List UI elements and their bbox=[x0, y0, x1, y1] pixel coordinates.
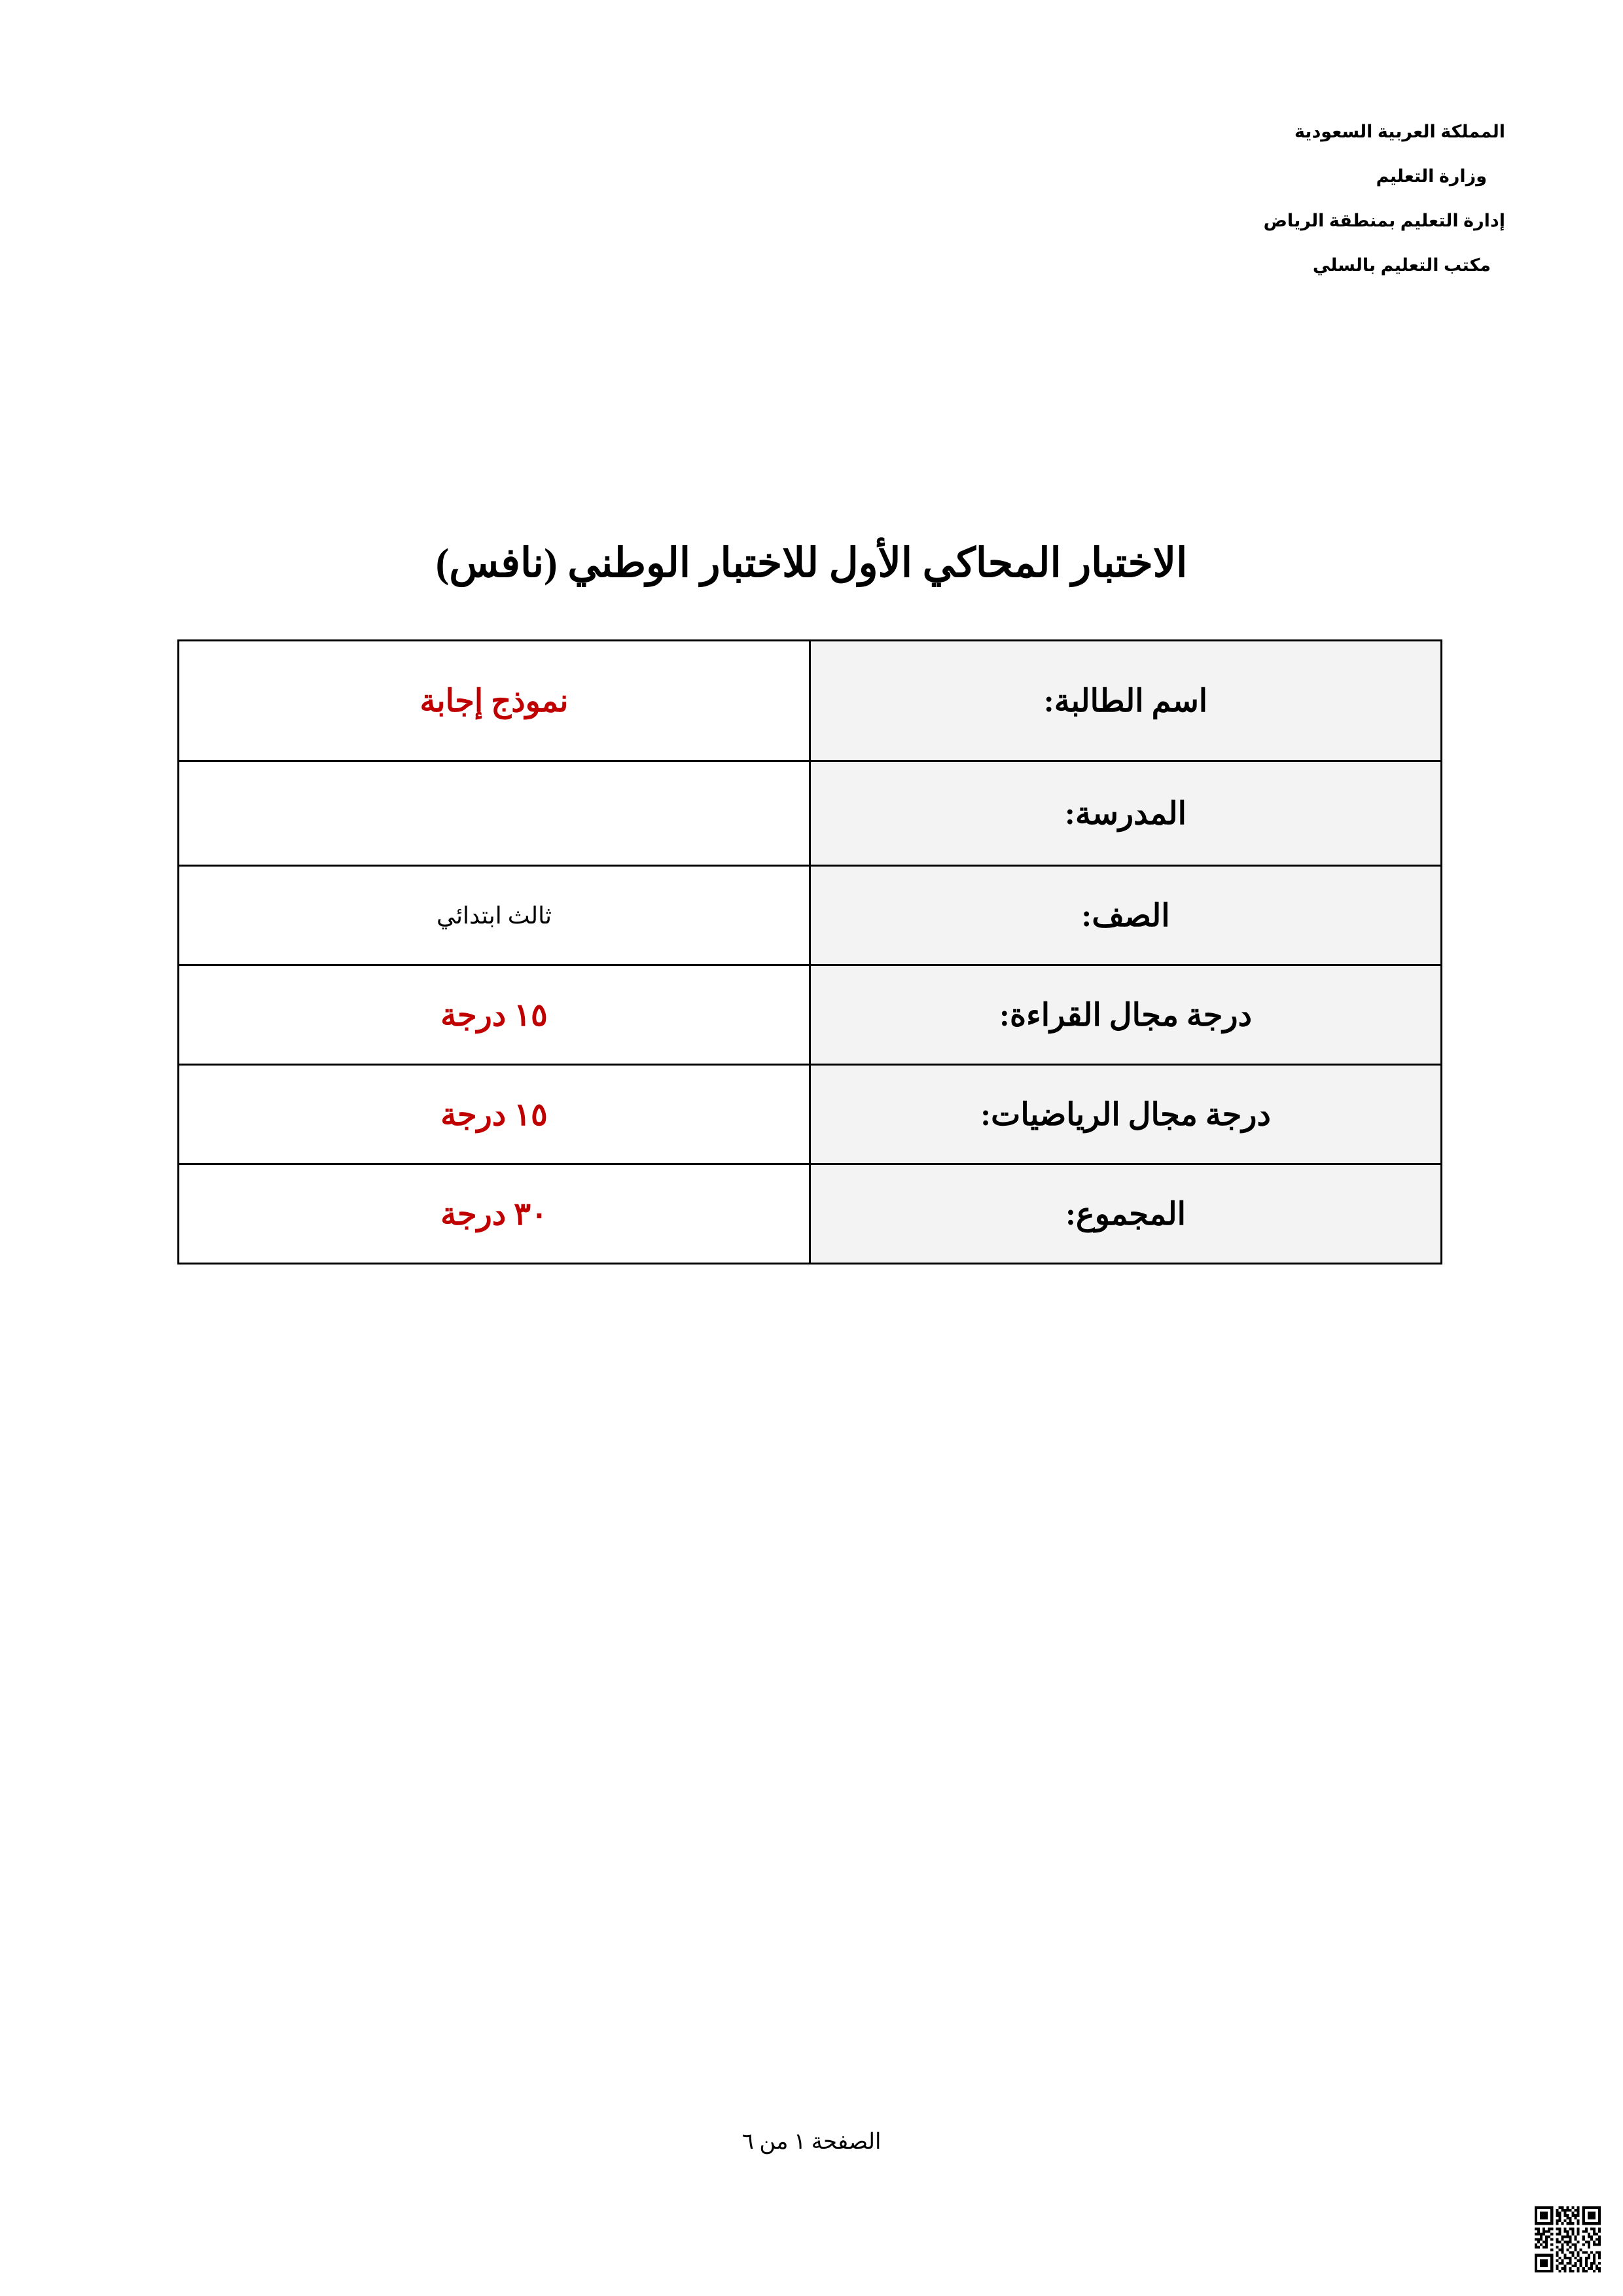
value-student-name[interactable]: نموذج إجابة bbox=[179, 641, 810, 761]
value-school[interactable] bbox=[179, 761, 810, 866]
value-reading-score[interactable]: ١٥ درجة bbox=[179, 965, 810, 1065]
table-row bbox=[179, 965, 1442, 1065]
value-total-score[interactable]: ٣٠ درجة bbox=[179, 1164, 810, 1264]
student-info-table-wrapper bbox=[179, 639, 1442, 1265]
label-student-name: اسم الطالبة: bbox=[810, 641, 1442, 761]
label-grade-level: الصف: bbox=[810, 866, 1442, 965]
table-row bbox=[179, 1065, 1442, 1164]
letterhead-line-office: مكتب التعليم بالسلي bbox=[1312, 255, 1491, 275]
label-math-score: درجة مجال الرياضيات: bbox=[810, 1065, 1442, 1164]
label-school: المدرسة: bbox=[810, 761, 1442, 866]
value-grade-level[interactable]: ثالث ابتدائي bbox=[179, 866, 810, 965]
page-number-footer: الصفحة ١ من ٦ bbox=[741, 2130, 882, 2154]
page-title: الاختبار المحاكي الأول للاختبار الوطني (نافس) bbox=[435, 541, 1188, 586]
qr-code-icon bbox=[1535, 2206, 1601, 2272]
letterhead-line-region: إدارة التعليم بمنطقة الرياض bbox=[1263, 211, 1505, 230]
table-row bbox=[179, 761, 1442, 866]
value-math-score[interactable]: ١٥ درجة bbox=[179, 1065, 810, 1164]
label-reading-score: درجة مجال القراءة: bbox=[810, 965, 1442, 1065]
label-total-score: المجموع: bbox=[810, 1164, 1442, 1264]
table-row bbox=[179, 866, 1442, 965]
table-row bbox=[179, 1164, 1442, 1264]
student-info-table bbox=[177, 639, 1442, 1265]
table-row bbox=[179, 641, 1442, 761]
letterhead-line-ministry: وزارة التعليم bbox=[1376, 166, 1487, 186]
letterhead bbox=[916, 123, 1505, 301]
letterhead-line-kingdom: المملكة العربية السعودية bbox=[1294, 122, 1505, 141]
